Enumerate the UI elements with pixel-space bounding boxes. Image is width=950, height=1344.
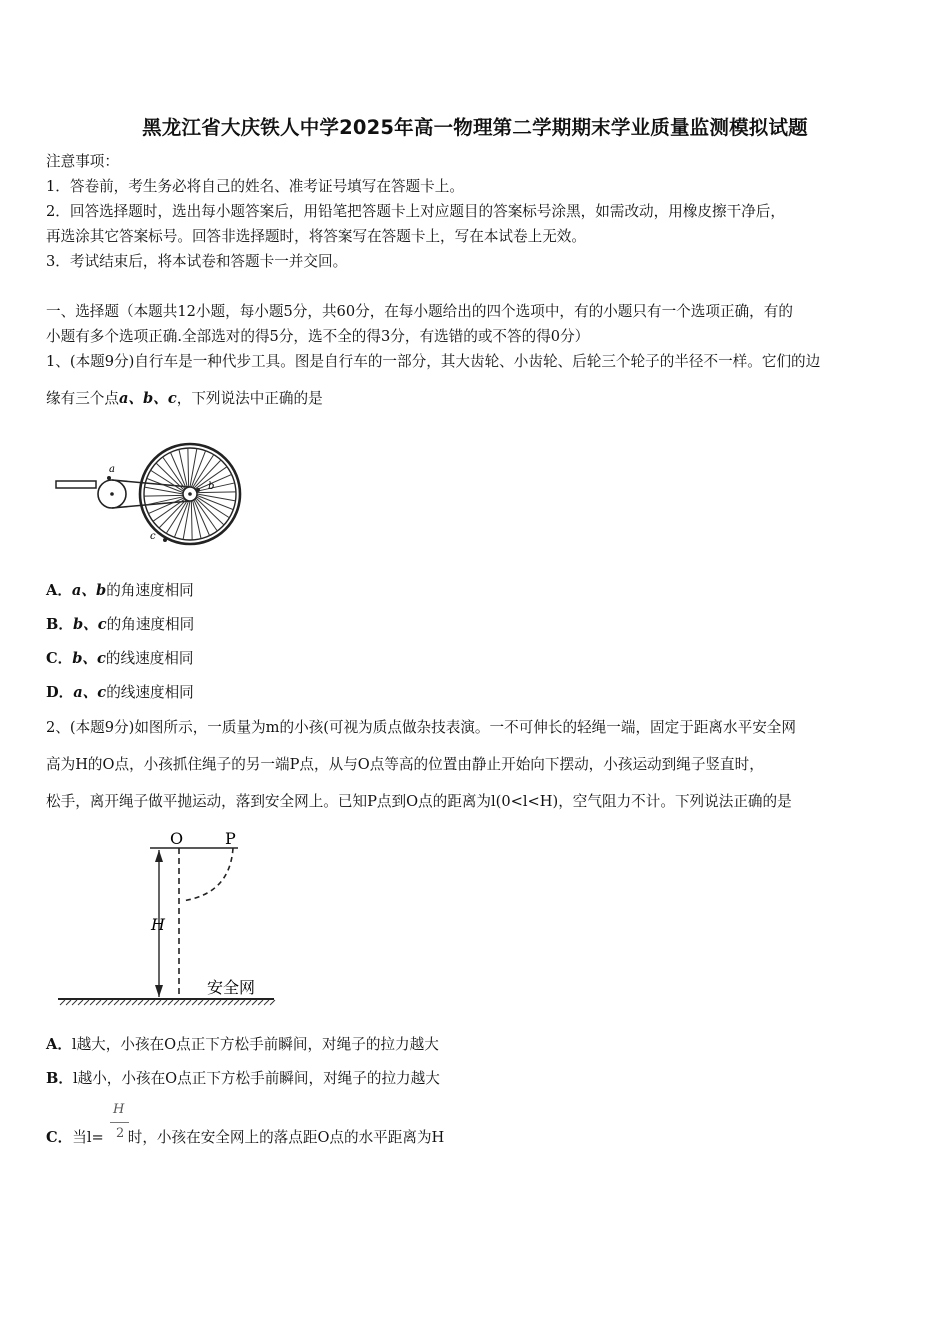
ground-hatch bbox=[264, 1000, 269, 1005]
ground-hatch bbox=[180, 1000, 185, 1005]
pendulum-figure bbox=[52, 826, 282, 1011]
section-heading-line1: 一、选择题（本题共12小题，每小题5分，共60分，在每小题给出的四个选项中，有的小题只有一个选项正确，有的 bbox=[46, 303, 793, 320]
option-text: 的线速度相同 bbox=[106, 684, 194, 701]
q1-option-d bbox=[46, 683, 194, 703]
label-b: b bbox=[208, 481, 215, 492]
bicycle-figure bbox=[52, 440, 252, 550]
ground-hatch bbox=[246, 1000, 251, 1005]
option-letter: C． bbox=[46, 650, 73, 667]
option-letter: B． bbox=[46, 616, 73, 633]
q2-stem-line2: 高为H的O点，小孩抓住绳子的另一端P点，从与O点等高的位置由静止开始向下摆动，小孩运动到绳子竖直时， bbox=[46, 756, 764, 773]
swing-arc bbox=[182, 848, 233, 901]
ground-hatch bbox=[150, 1000, 155, 1005]
ground-hatch bbox=[90, 1000, 95, 1005]
ground-hatch bbox=[168, 1000, 173, 1005]
ground-hatch bbox=[222, 1000, 227, 1005]
ground-hatch bbox=[114, 1000, 119, 1005]
ground-hatch bbox=[258, 1000, 263, 1005]
ground-hatch bbox=[66, 1000, 71, 1005]
option-text: l越大，小孩在O点正下方松手前瞬间，对绳子的拉力越大 bbox=[71, 1036, 439, 1053]
ground-hatch bbox=[186, 1000, 191, 1005]
q2-stem-line1: 2、(本题9分)如图所示，一质量为m的小孩(可视为质点做杂技表演。一不可伸长的轻绳一端，固定于距离水平安全网 bbox=[46, 719, 796, 736]
ground-hatch bbox=[204, 1000, 209, 1005]
wheel-spoke bbox=[191, 501, 192, 540]
notice-item-1: 1．答卷前，考生务必将自己的姓名、准考证号填写在答题卡上。 bbox=[46, 178, 464, 195]
ground-hatch bbox=[84, 1000, 89, 1005]
q1-stem-text-end: ，下列说法中正确的是 bbox=[176, 390, 323, 407]
fraction-numerator: H bbox=[113, 1102, 125, 1117]
ground-hatch bbox=[210, 1000, 215, 1005]
point-b bbox=[196, 488, 200, 492]
option-text-end: 时，小孩在安全网上的落点距O点的水平距离为H bbox=[127, 1129, 445, 1146]
notice-item-2: 2．回答选择题时，选出每小题答案后，用铅笔把答题卡上对应题目的答案标号涂黑，如需改动，用橡皮擦干净后， bbox=[46, 203, 785, 220]
fraction-denominator: 2 bbox=[116, 1126, 125, 1141]
q2-option-b bbox=[46, 1069, 440, 1089]
ground-hatch bbox=[198, 1000, 203, 1005]
option-text: 当l= bbox=[72, 1129, 104, 1146]
notice-item-3: 3．考试结束后，将本试卷和答题卡一并交回。 bbox=[46, 253, 348, 270]
notice-heading: 注意事项： bbox=[46, 153, 119, 170]
wheel-spoke bbox=[197, 492, 236, 493]
q2-stem-line3: 松手，离开绳子做平抛运动，落到安全网上。已知P点到O点的距离为l(0<l<H)，空气阻力不计。下列说法正确的是 bbox=[46, 793, 792, 810]
wheel-spoke bbox=[144, 495, 183, 496]
ground-hatch bbox=[126, 1000, 131, 1005]
option-letter: A． bbox=[46, 1036, 72, 1053]
ground-hatch bbox=[156, 1000, 161, 1005]
ground-hatch bbox=[234, 1000, 239, 1005]
option-text: 的线速度相同 bbox=[105, 650, 194, 667]
option-letter: C． bbox=[46, 1129, 73, 1146]
option-letter: D． bbox=[46, 684, 74, 701]
point-a bbox=[107, 476, 111, 480]
label-net: 安全网 bbox=[207, 978, 256, 997]
ground-hatch bbox=[138, 1000, 143, 1005]
q2-option-a bbox=[46, 1035, 439, 1055]
q1-stem-text: 缘有三个点 bbox=[46, 390, 119, 407]
ground-hatch bbox=[192, 1000, 197, 1005]
ground-hatch bbox=[96, 1000, 101, 1005]
ground-hatch bbox=[240, 1000, 245, 1005]
point-c bbox=[163, 538, 167, 542]
ground-hatch bbox=[60, 1000, 65, 1005]
label-a: a bbox=[109, 464, 115, 475]
ground-hatch bbox=[162, 1000, 167, 1005]
ground-hatch bbox=[78, 1000, 83, 1005]
q1-stem-vars: a、b、c bbox=[118, 390, 177, 407]
q1-stem-line1: 1、(本题9分)自行车是一种代步工具。图是自行车的一部分，其大齿轮、小齿轮、后轮三个轮子的半径不一样。它们的边 bbox=[46, 353, 821, 370]
pedal-arm bbox=[56, 481, 96, 488]
option-vars: a、c bbox=[73, 684, 107, 701]
option-vars: b、c bbox=[72, 616, 107, 633]
option-text: l越小，小孩在O点正下方松手前瞬间，对绳子的拉力越大 bbox=[72, 1070, 440, 1087]
option-letter: B． bbox=[46, 1070, 73, 1087]
option-vars: a、b bbox=[71, 582, 107, 599]
label-c: c bbox=[150, 531, 156, 542]
wheel-spoke bbox=[188, 448, 189, 487]
ground-hatch bbox=[252, 1000, 257, 1005]
option-vars: b、c bbox=[72, 650, 106, 667]
ground-hatch bbox=[270, 1000, 275, 1005]
notice-item-2-cont: 再选涂其它答案标号。回答非选择题时，将答案写在答题卡上，写在本试卷上无效。 bbox=[46, 228, 586, 245]
option-letter: A． bbox=[46, 582, 72, 599]
ground-hatch bbox=[216, 1000, 221, 1005]
label-P: P bbox=[225, 829, 236, 848]
label-H: H bbox=[151, 915, 165, 934]
q1-stem-line2 bbox=[46, 389, 323, 409]
q2-option-c bbox=[46, 1128, 444, 1148]
ground-hatch bbox=[120, 1000, 125, 1005]
ground-hatch bbox=[174, 1000, 179, 1005]
ground-hatch bbox=[108, 1000, 113, 1005]
ground-hatch bbox=[228, 1000, 233, 1005]
page-title: 黑龙江省大庆铁人中学2025年高一物理第二学期期末学业质量监测模拟试题 bbox=[142, 116, 808, 139]
q1-option-a bbox=[46, 581, 194, 601]
ground-hatch bbox=[72, 1000, 77, 1005]
option-text: 的角速度相同 bbox=[106, 582, 194, 599]
ground-hatch bbox=[144, 1000, 149, 1005]
q1-option-b bbox=[46, 615, 194, 635]
label-O: O bbox=[170, 829, 184, 848]
fraction-bar bbox=[110, 1122, 129, 1123]
q1-option-c bbox=[46, 649, 193, 669]
ground-hatch bbox=[102, 1000, 107, 1005]
ground-hatch bbox=[132, 1000, 137, 1005]
option-text: 的角速度相同 bbox=[106, 616, 195, 633]
section-heading-line2: 小题有多个选项正确.全部选对的得5分，选不全的得3分，有选错的或不答的得0分） bbox=[46, 328, 590, 345]
